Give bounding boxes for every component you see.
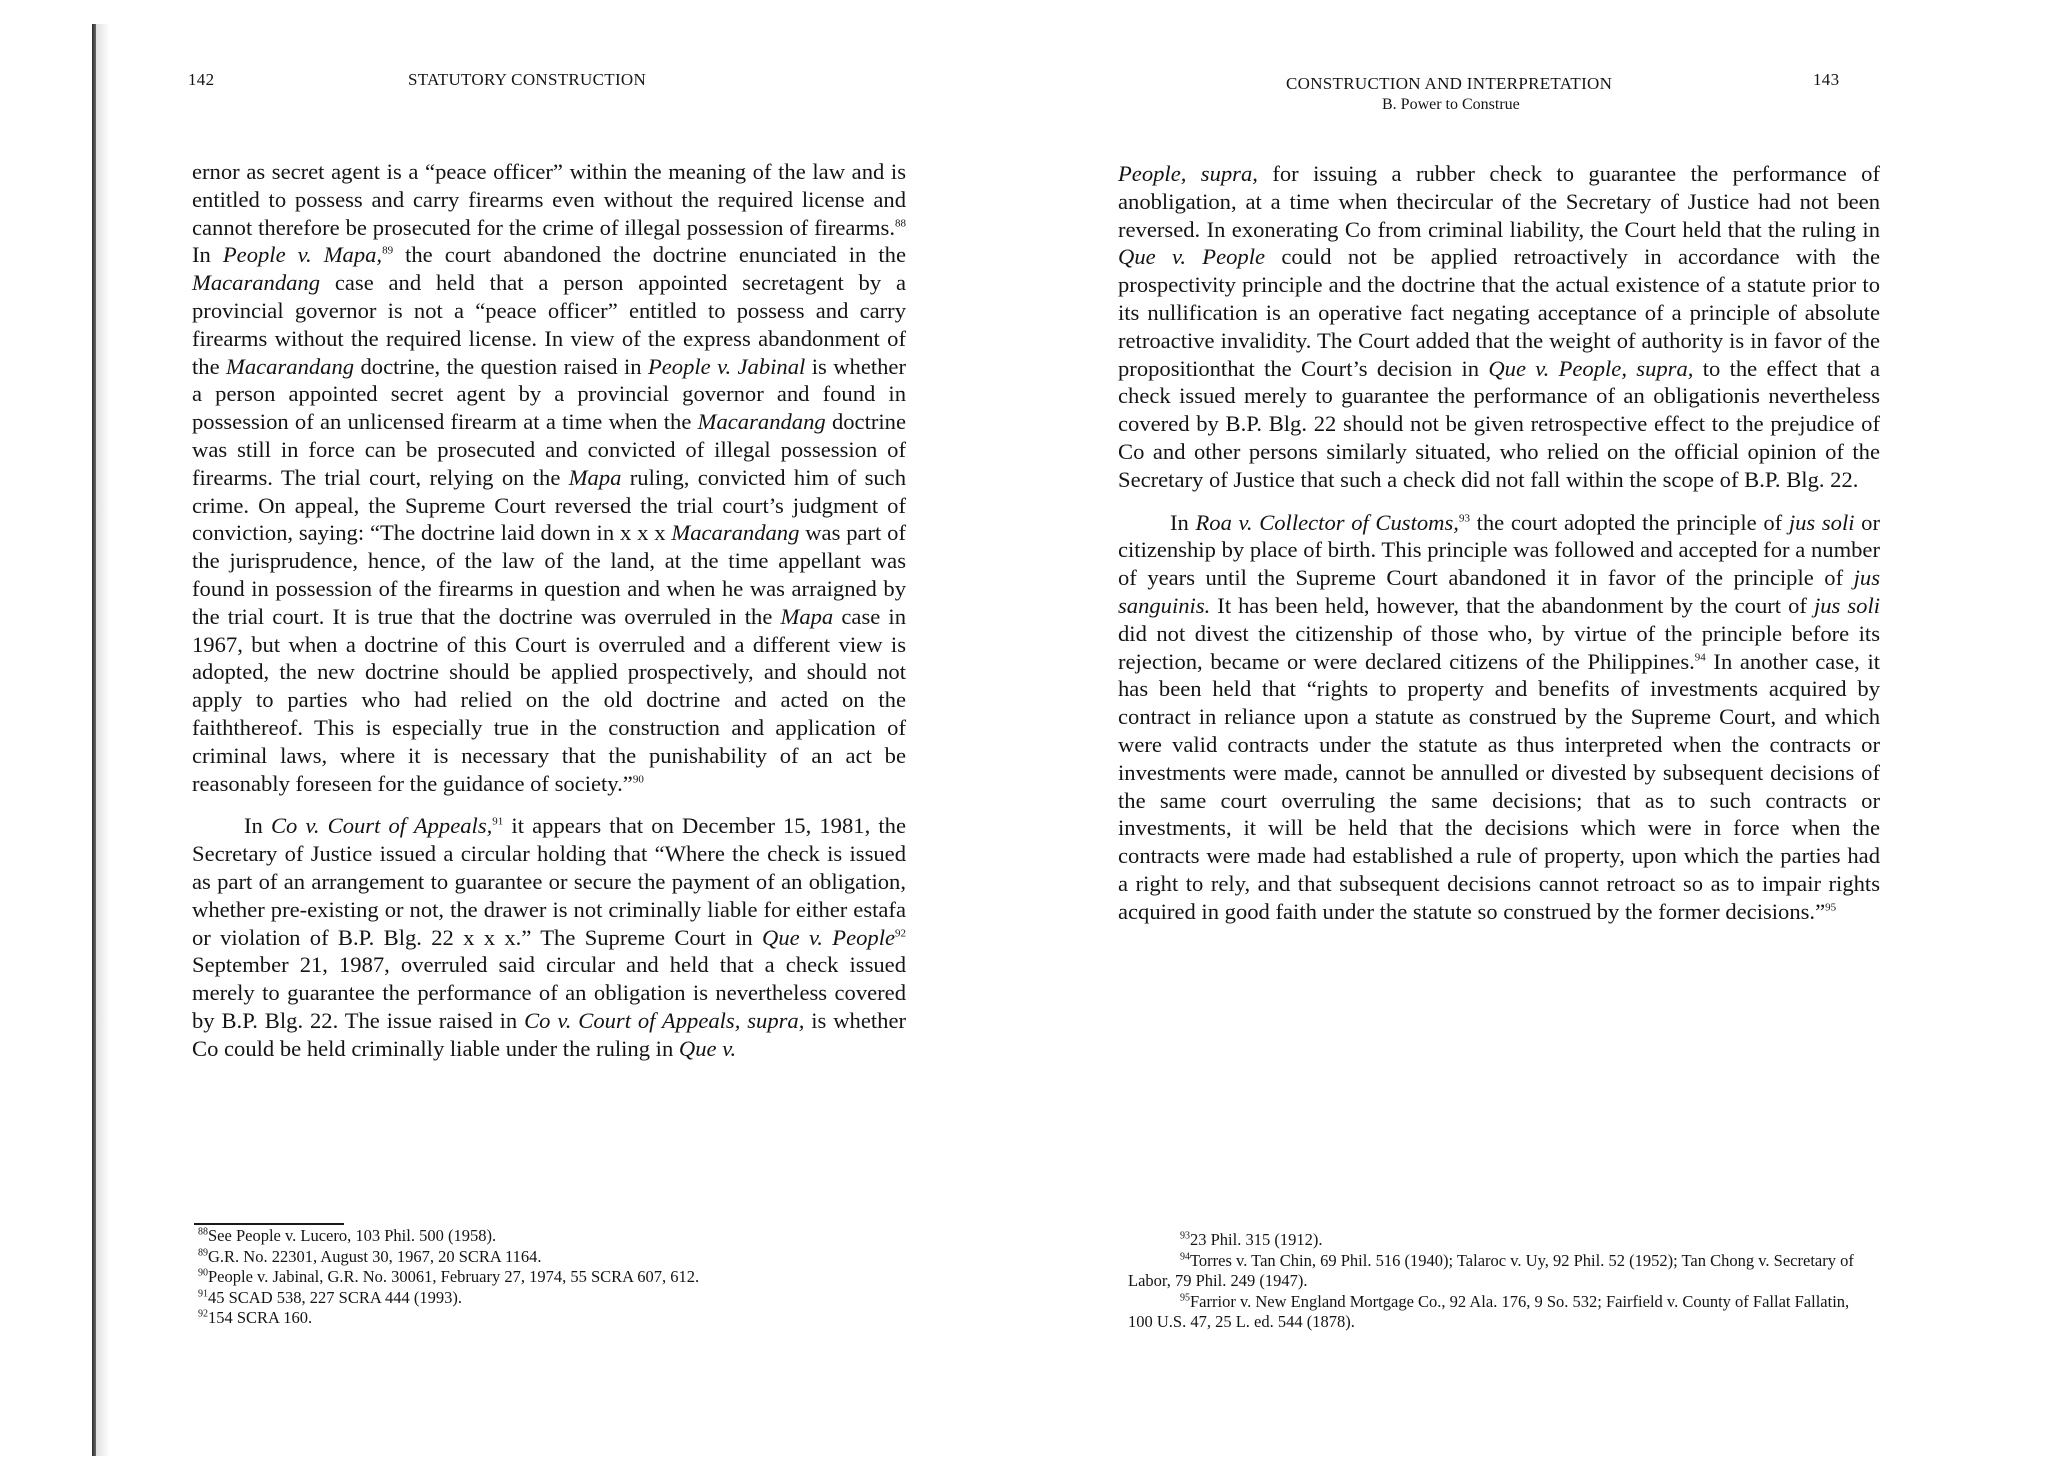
text-run: It has been held, however, that the abandonment by the court of: [1210, 592, 1814, 618]
left-footnotes: [198, 1226, 910, 1329]
text-run: doctrine, the question raised in: [354, 353, 648, 379]
footnote: [1128, 1292, 1878, 1333]
italic-citation: Co v. Court of Appeals,: [270, 813, 493, 839]
italic-citation: jus soli: [1813, 592, 1880, 618]
italic-citation: People v. Mapa,: [222, 242, 383, 268]
italic-citation: Que v.: [678, 1035, 737, 1061]
footnote-number: 93: [1180, 1230, 1190, 1242]
italic-citation: Que v. People: [762, 924, 895, 950]
text-run: In: [192, 242, 223, 268]
italic-citation: jus sanguinis.: [1118, 565, 1880, 618]
italic-citation: Mapa: [780, 603, 834, 629]
text-run: could not be applied retroactively in accordance with the prospectivity principle and the doctrine that the actual existence of a statute prior to its nullification is an operative fact negating acceptance of a principle of absolute retroactive invalidity. The Court added that the weight of authority is in favor of the propositionthat the Court’s decision in: [1118, 244, 1880, 381]
text-run: case in 1967, but when a doctrine of this Court is overruled and a different view is adopted, the new doctrine should be applied prospectively, and should not apply to parties who had relied on the old doctrine and acted on the faiththereof. This is especially true in the construction and application of criminal laws, where it is necessary that the punishability of an act be reasonably foreseen for the guidance of society.”: [192, 603, 907, 796]
footnote-text: Torres v. Tan Chin, 69 Phil. 516 (1940); Talaroc v. Uy, 92 Phil. 52 (1952); Tan Chong v. Secretary of Labor, 79 Phil. 249 (1947).: [1128, 1250, 1854, 1290]
italic-citation: Macarandang: [226, 353, 355, 379]
right-page-number: 143: [1813, 70, 1840, 89]
footnote-number: 91: [198, 1288, 208, 1299]
italic-citation: Co v. Court of Appeals, supra,: [524, 1007, 805, 1033]
footnote-text: G.R. No. 22301, August 30, 1967, 20 SCRA 1164.: [208, 1246, 542, 1266]
left-running-head: STATUTORY CONSTRUCTION: [408, 70, 647, 89]
footnote: [198, 1247, 910, 1268]
text-run: or citizenship by place of birth. This principle was followed and accepted for a number of years until the Supreme Court abandoned it in favor of the principle of: [1118, 509, 1880, 591]
right-page: [1024, 0, 2048, 1462]
right-body-text: [1118, 160, 1880, 926]
footnote-reference: 88: [895, 217, 906, 230]
left-body-text: [192, 158, 906, 1063]
footnote: [198, 1308, 910, 1329]
text-run: case and held that a person appointed secretagent by a provincial governor is not a “peace officer” entitled to possess and carry firearms without the required license. In view of the express abandonment of the: [192, 270, 906, 379]
text-run: ruling, convicted him of such crime. On appeal, the Supreme Court reversed the trial court’s judgment of conviction, saying: “The doctrine laid down in x x x: [192, 464, 906, 546]
right-footnotes: [1128, 1230, 1878, 1333]
footnote-text: Farrior v. New England Mortgage Co., 92 Ala. 176, 9 So. 532; Fairfield v. County of Fallat Fallatin, 100 U.S. 47, 25 L. ed. 544 (1878).: [1128, 1291, 1850, 1331]
footnote-reference: 92: [895, 926, 906, 939]
footnote-reference: 95: [1825, 901, 1837, 914]
text-run: ernor as secret agent is a “peace officer” within the meaning of the law and is entitled to possess and carry firearms even without the required license and cannot therefore be prosecuted for the crime of illegal possession of firearms.: [192, 159, 906, 240]
text-run: In: [1170, 509, 1196, 535]
right-running-subhead: B. Power to Construe: [1382, 96, 1520, 113]
body-paragraph: [192, 812, 906, 1062]
left-footnote-rule: [194, 1223, 344, 1225]
footnote-number: 95: [1180, 1292, 1190, 1303]
italic-citation: Roa v. Collector of Customs,: [1195, 509, 1459, 535]
footnote-number: 89: [198, 1247, 208, 1258]
italic-citation: Macarandang: [671, 520, 800, 546]
footnote: [1128, 1251, 1878, 1292]
footnote-text: People v. Jabinal, G.R. No. 30061, February 27, 1974, 55 SCRA 607, 612.: [208, 1267, 700, 1286]
italic-citation: People v. Jabinal: [647, 353, 806, 379]
italic-citation: People, supra,: [1118, 161, 1258, 186]
footnote-reference: 94: [1694, 651, 1706, 664]
text-run: was part of the jurisprudence, hence, of the law of the land, at the time appellant was found in possession of the firearms in question and when he was arraigned by the trial court. It is true that the doctrine was overruled in the: [192, 520, 906, 629]
footnote-reference: 90: [632, 773, 644, 785]
text-run: September 21, 1987, overruled said circular and held that a check issued merely to guarantee the performance of an obligation is nevertheless covered by B.P. Blg. 22. The issue raised in: [192, 952, 906, 1033]
text-run: In: [244, 813, 271, 839]
footnote: [198, 1267, 910, 1288]
footnote-text: 45 SCAD 538, 227 SCRA 444 (1993).: [208, 1287, 462, 1307]
footnote: [198, 1288, 910, 1309]
italic-citation: Que v. People, supra,: [1488, 355, 1694, 381]
text-run: the court abandoned the doctrine enunciated in the: [393, 242, 906, 268]
italic-citation: Mapa: [568, 464, 622, 490]
footnote-text: 23 Phil. 315 (1912).: [1190, 1230, 1323, 1249]
text-run: for issuing a rubber check to guarantee the performance of anobligation, at a time when thecircular of the Secretary of Justice had not been reversed. In exonerating Co from criminal liability, the Court held that the ruling in: [1118, 161, 1881, 242]
footnote: [198, 1226, 910, 1247]
text-run: it appears that on December 15, 1981, the Secretary of Justice issued a circular holding that “Where the check is issued as part of an arrangement to guarantee or secure the payment of an obligation, whether pre-existing or not, the drawer is not criminally liable for either estafa or violation of B.P. Blg. 22 x x x.” The Supreme Court in: [192, 813, 906, 950]
text-run: to the effect that a check issued merely to guarantee the performance of an obligationis nevertheless covered by B.P. Blg. 22 should not be given retrospective effect to the prejudice of Co and other persons similarly situated, who relied on the official opinion of the Secretary of Justice that such a check did not fall within the scope of B.P. Blg. 22.: [1118, 355, 1881, 492]
italic-citation: Que v. People: [1118, 244, 1266, 270]
text-run: is whether a person appointed secret agent by a provincial governor and found in possession of an unlicensed firearm at a time when the: [192, 353, 906, 435]
body-paragraph: [1118, 160, 1880, 494]
left-page-number: 142: [188, 70, 215, 89]
italic-citation: Macarandang: [192, 270, 321, 296]
body-paragraph: [192, 158, 906, 797]
text-run: did not divest the citizenship of those who, by virtue of the principle before its rejection, became or were declared citizens of the Philippines.: [1118, 620, 1880, 674]
footnote: [1128, 1230, 1878, 1251]
footnote-reference: 93: [1458, 512, 1470, 525]
right-running-head: CONSTRUCTION AND INTERPRETATION: [1286, 74, 1613, 93]
footnote-reference: 91: [492, 815, 504, 828]
text-run: doctrine was still in force can be prosecuted and convicted of illegal possession of firearms. The trial court, relying on the: [192, 409, 906, 490]
italic-citation: Macarandang: [697, 409, 826, 435]
footnote-number: 92: [198, 1308, 208, 1320]
footnote-text: See People v. Lucero, 103 Phil. 500 (1958).: [208, 1226, 497, 1245]
body-paragraph: [1118, 509, 1880, 926]
footnote-number: 94: [1180, 1251, 1190, 1262]
footnote-reference: 89: [382, 244, 394, 257]
text-run: the court adopted the principle of: [1469, 509, 1789, 535]
footnote-text: 154 SCRA 160.: [208, 1308, 313, 1327]
text-run: In another case, it has been held that “rights to property and benefits of investments acquired by contract in reliance upon a statute as construed by the Supreme Court, and which were valid contracts under the statute as thus interpreted when the contracts or investments were made, cannot be annulled or divested by subsequent decisions of the same court overruling the same decisions; that as to such contracts or investments, it will be held that the decisions which were in force when the contracts were made had established a rule of property, upon which the parties had a right to rely, and that subsequent decisions cannot retroact so as to impair rights acquired in good faith under the statute so construed by the former decisions.”: [1118, 648, 1880, 924]
footnote-number: 88: [198, 1226, 208, 1238]
text-run: is whether Co could be held criminally liable under the ruling in: [192, 1007, 907, 1061]
footnote-number: 90: [198, 1267, 208, 1279]
italic-citation: jus soli: [1788, 509, 1855, 535]
